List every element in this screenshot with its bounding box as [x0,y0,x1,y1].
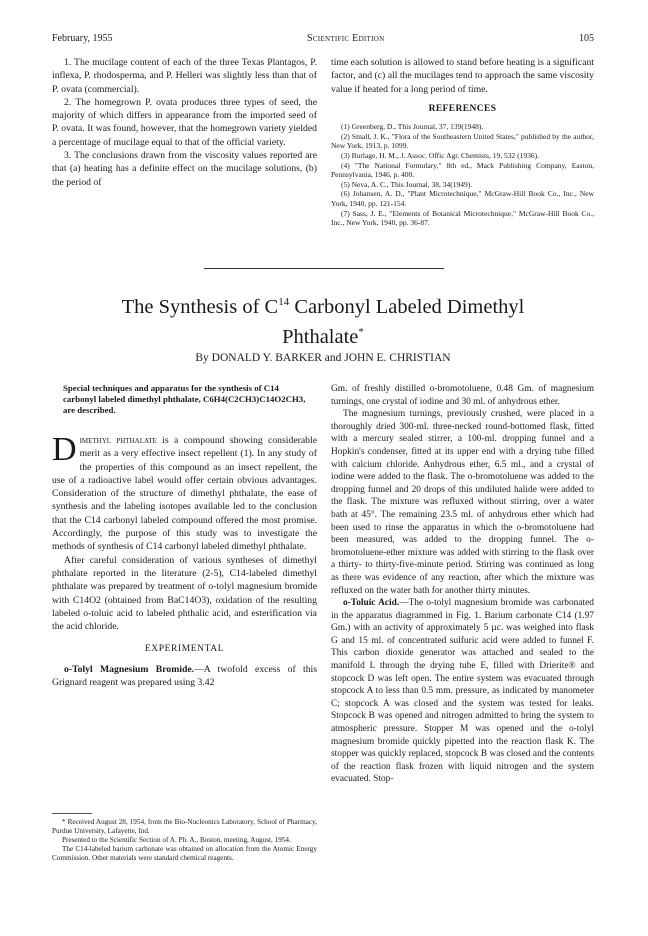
reference-item: (6) Johansen, A. D., "Plant Microtechnique," McGraw-Hill Book Co., Inc., New York, 1940, pp. 121-154. [331,189,594,208]
intro-paragraph: is a compound showing considerable merit as a very effective insect repellent (1). In any study of the properties of this compound as an insect repellent, the use of a radioactive label would offer certain obvious advantages. Consideration of the structure of dimethyl phthalate, the ease of synthesis and the labeling isotopes available led to the conclusion that the C14 carbonyl labeled compound offered the most promise. Accordingly, the purpose of this study was to investigate the methods of synthesis of C14 carbonyl labeled dimethyl phthalate. [52,435,317,553]
title-footnote-mark: * [358,325,364,338]
subsection-text: —The o-tolyl magnesium bromide was carbonated in the apparatus diagrammed in Fig. 1. Barium carbonate C14 (1.97 Gm.) with an activity of approximately 5 µc. was weighed into flask G and 15 ml. of concentrated sulfuric acid were added to funnel F. This carbon dioxide generator was attached and sealed to the manifold L through the drying tube E, filled with Drierite® and stopcock D was left open. The entire system was evacuated through stopcock A to less than 0.5 mm. pressure, as indicated by manometer C; stopcock A was closed and the system was tested for leaks. Stopcock B was opened and nitrogen admitted to bring the system to atmospheric pressure. Stopper M was opened and the o-tolyl magnesium bromide quickly pipetted into the reaction flask K. The stopper was quickly replaced, stopcock B was closed and the contents of the reaction flask frozen with liquid nitrogen and the system evacuated. Stop- [331,598,594,785]
running-header [52,33,594,47]
subsection-heading: o-Toluic Acid. [343,598,400,609]
header-journal-section: Scientific Edition [306,33,385,44]
reference-item: (3) Burlage, H. M., J. Assoc. Offic Agr. Chemists, 19, 532 (1936). [341,150,539,160]
article-body-left [52,431,317,689]
conclusion-item: 2. The homegrown P. ovata produces three types of seed, the majority of which differs in appearance from the imported seed of P. ovata. It was found, however, that the homegrown variety yielded a percentage of mucilage equal to that of the official variety. [52,96,317,148]
footnote: The C14-labeled barium carbonate was obtained on allocation from the Atomic Energy Commission. Other materials were standard chemical reagents. [52,845,317,862]
header-page-number: 105 [579,33,594,44]
reference-item: (7) Sass, J. E., "Elements of Botanical Microtechnique," McGraw-Hill Book Co., Inc., New York, 1940, pp. 36-87. [331,208,594,228]
section-divider [204,268,444,269]
article-body-right [331,383,594,786]
subsection-text: —A twofold excess of this Grignard reagent was prepared using 3.42 [52,663,317,689]
continuation-text: time each solution is allowed to stand before heating is a significant factor, and (c) all the mucilages tend to approach the same viscosity value if heated for a long period of time. [331,57,594,95]
body-paragraph: The magnesium turnings, previously crushed, were placed in a thoroughly dried 300-ml. three-necked round-bottomed flask, fitted with a mercury sealed stirrer, a 100-ml. dropping funnel and a Hopkin's condenser, fitted at its upper end with a drying tube filled with calcium chloride. Anhydrous ether, 6.5 ml., and a crystal of iodine were added to the flask. The o-bromotoluene was added to the dropping funnel and 20 drops of this undiluted halide were added to the flask. The mixture was refluxed without stirring, over a water bath at 45°. The remaining 23.5 ml. of anhydrous ether which had been used to rinse the apparatus in which the o-bromotoluene had been measured, was added to the dropping funnel. The o-bromotoluene-ether mixture was added with stirring to the flask over a thirty- to thirty-five-minute period. Stirring was continued as long as there was evidence of any reaction, after which the mixture was refluxed on the water bath for another thirty minutes. [331,409,594,596]
article-abstract: Special techniques and apparatus for the synthesis of C14 carbonyl labeled dimethyl phthalate, C6H4(C2CH3)C14O2CH3, are described. [63,383,306,415]
body-paragraph: Gm. of freshly distilled o-bromotoluene, 0.48 Gm. of magnesium turnings, one crystal of iodine and 30 ml. of anhydrous ether. [331,384,594,407]
conclusion-item: 1. The mucilage content of each of the three Texas Plantagos, P. inflexa, P. rhodosperma, and P. Helleri was slightly less than that of P. ovata (commercial). [52,57,317,95]
experimental-heading: EXPERIMENTAL [144,644,225,655]
previous-article-conclusions [52,56,317,189]
footnote-divider [52,813,92,814]
reference-item: (1) Greenberg, D., This Journal, 37, 139(1948). [341,122,484,132]
previous-article-continuation [331,56,594,228]
conclusion-item: 3. The conclusions drawn from the viscosity values reported are that (a) heating has a definite effect on the mucilage solutions, (b) the period of [52,150,317,188]
footnote: Presented to the Scientific Section of A. Ph. A., Boston, meeting, August, 1954. [62,836,291,844]
title-superscript: 14 [278,296,290,308]
header-date: February, 1955 [52,33,113,44]
reference-item: (2) Small, J. K., "Flora of the Southeastern United States," published by the author, New York, 1913, p. 1099. [331,131,594,151]
intro-lead: imethyl phthalate [79,435,157,446]
footnote: * Received August 28, 1954, from the Bio-Nucleonics Laboratory, School of Pharmacy, Purdue University, Lafayette, Ind. [52,818,317,835]
subsection-heading: o-Tolyl Magnesium Bromide. [64,663,195,675]
article-title: The Synthesis of $C^{14}$ Carbonyl Labeled Dimethyl Phthalate* [121,295,525,348]
article-authors: By DONALD Y. BARKER and JOHN E. CHRISTIAN [195,352,451,364]
reference-item: (5) Neva, A. C., This Journal, 38, 34(1949). [341,179,473,189]
intro-paragraph-2: After careful consideration of various syntheses of dimethyl phthalate reported in the literature (2-5), C14-labeled dimethyl phthalate was prepared by treatment of o-tolyl magnesium bromide with C14O2 (obtained from BaC14O3), oxidation of the resulting labeled o-toluic acid to labeled phthalic acid, and esterification via the acid chloride. [52,554,317,633]
reference-item: (4) "The National Formulary," 8th ed., Mack Publishing Company, Easton, Pennsylvania, 1946, p. 400. [331,160,594,180]
references-heading: REFERENCES [428,103,497,114]
drop-cap: D [52,431,77,468]
footnotes [52,818,317,863]
